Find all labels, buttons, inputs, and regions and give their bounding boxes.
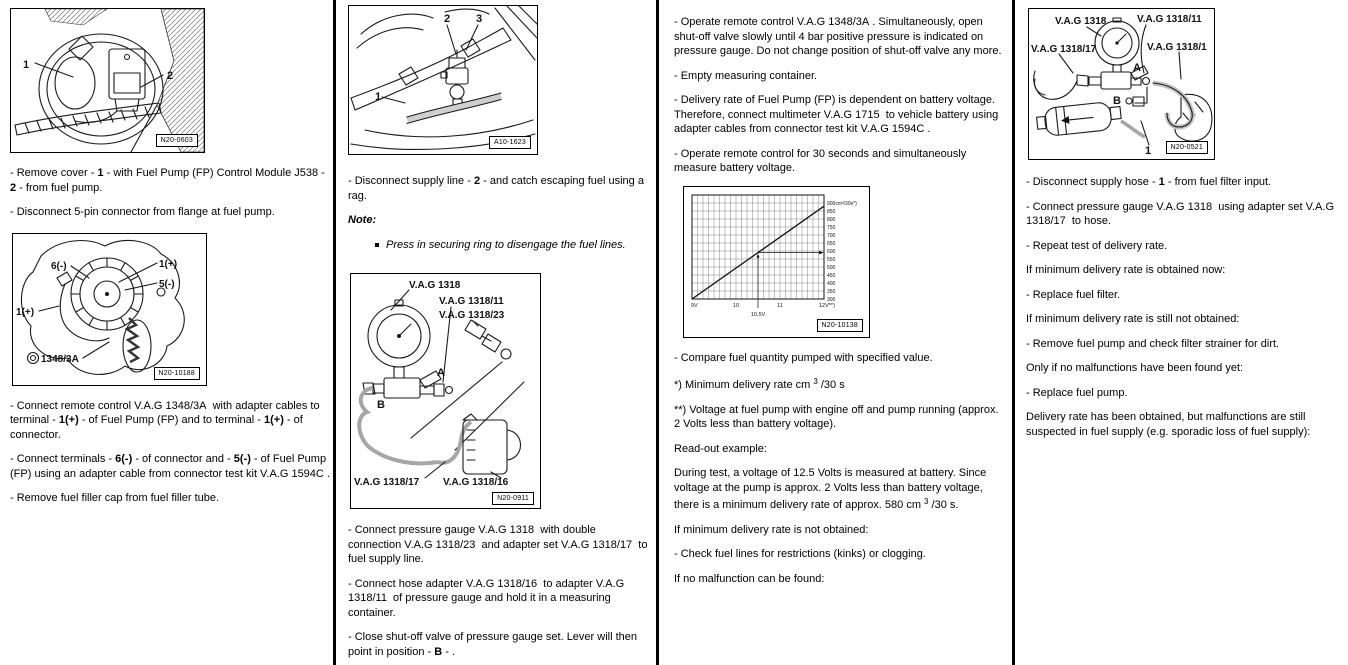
text-segment: - Delivery rate of Fuel Pump (FP) is dependent on battery voltage. Therefore, connect multimeter V.A.G 1715 to vehicle battery using adapter cables from connector test kit V.A.G 1594C . (674, 94, 999, 135)
figure-id-label: N20-10138 (817, 319, 863, 332)
remote-control-hookup-illustration (13, 234, 206, 385)
instruction-step (10, 491, 330, 506)
annotation-label: 10,5V (750, 311, 766, 318)
text-segment: - of Fuel Pump (FP) and to terminal - (78, 414, 265, 426)
pressure-gauge (368, 300, 430, 378)
text-segment: - Disconnect 5-pin connector from flange at fuel pump. (10, 206, 275, 218)
text-segment: 3 (924, 497, 929, 506)
figure-id-label: N20-0521 (1166, 141, 1208, 154)
text-segment: - from fuel filter input. (1164, 176, 1272, 188)
condition-text (1026, 312, 1344, 327)
text-segment: If minimum delivery rate is still not obtained: (1026, 313, 1240, 325)
text-segment: 1(+) (264, 414, 284, 426)
instruction-step (674, 351, 1006, 366)
text-segment: *) Minimum delivery rate cm (674, 379, 814, 391)
text-segment: - . (442, 645, 456, 658)
position-a-label: A (437, 367, 445, 379)
text-segment: If minimum delivery rate is not obtained: (674, 523, 869, 536)
column-3 (674, 0, 1006, 596)
figure-id-label: N20-10188 (154, 367, 200, 380)
fuel-filter (1036, 101, 1145, 138)
fp-control-module (75, 49, 145, 123)
y-tick-label: 900cm³/30s*) (827, 200, 857, 207)
text-segment: - Remove fuel pump and check filter strainer for dirt. (1026, 337, 1280, 350)
instruction-step (10, 399, 330, 443)
pressure-gauge-setup-illustration (351, 274, 540, 508)
text-segment: - from fuel pump. (16, 181, 103, 194)
securing-strap (15, 103, 161, 135)
instruction-step (10, 205, 330, 220)
instruction-step (1026, 337, 1344, 352)
text-segment: - of connector and - (132, 453, 234, 465)
instruction-step (348, 523, 648, 567)
body-hatching (45, 9, 204, 152)
text-segment: **) Voltage at fuel pump with engine off and pump running (approx. 2 Volts less than battery voltage). (674, 403, 999, 430)
condition-text (674, 523, 1006, 538)
tool-gauge-label: V.A.G 1318 (409, 280, 461, 291)
y-tick-label: 700 (827, 232, 836, 239)
figure-pressure-gauge-setup (350, 273, 541, 509)
callout-6-minus-label: 6(-) (51, 260, 67, 272)
text-segment: - Disconnect supply line - (348, 175, 474, 187)
text-segment: - Replace fuel filter. (1026, 288, 1121, 301)
callout-2-label: 2 (444, 13, 451, 25)
callout-2-label: 2 (167, 70, 174, 82)
note-bullet-text (386, 238, 626, 253)
figure-fuel-pump-cover (10, 8, 205, 153)
annotation-up-arrow (757, 253, 760, 257)
column-divider (333, 0, 336, 665)
text-segment: - Repeat test of delivery rate. (1026, 239, 1168, 252)
left-hose (1034, 71, 1077, 99)
condition-text (674, 572, 1006, 587)
instruction-step (348, 577, 648, 621)
text-segment: 1(+) (58, 414, 79, 426)
instruction-step (348, 174, 648, 203)
text-segment: 1 (1158, 176, 1165, 188)
instruction-step (10, 166, 330, 195)
text-segment: - Disconnect supply hose - (1026, 176, 1159, 188)
x-tick-label: 9V (691, 302, 698, 309)
note-bullet-item (375, 238, 648, 253)
column-divider (656, 0, 659, 665)
figure-id-label: A10-1623 (489, 136, 531, 149)
y-tick-label: 600 (827, 248, 836, 255)
tool-gauge-label: V.A.G 1318 (1055, 16, 1107, 27)
callout-5-minus-label: 5(-) (159, 278, 175, 290)
text-segment: - Empty measuring container. (674, 69, 818, 82)
tool-1-label: V.A.G 1318/1 (1147, 42, 1207, 53)
figure-fuel-filter-gauge (1028, 8, 1215, 160)
column-divider (1012, 0, 1015, 665)
bullet-square-icon (375, 243, 379, 247)
delivery-rate-chart-svg (684, 187, 869, 337)
text-segment: Only if no malfunctions have been found yet: (1026, 362, 1244, 374)
coiled-remote-cable (123, 318, 151, 372)
instruction-step (674, 147, 1006, 176)
text-segment: - Replace fuel pump. (1026, 386, 1128, 399)
text-segment: - Operate remote control for 30 seconds and simultaneously measure battery voltage. (674, 147, 967, 174)
tool-11-label: V.A.G 1318/11 (1137, 14, 1202, 25)
text-segment: Press in securing ring to disengage the fuel lines. (386, 238, 626, 251)
y-tick-label: 350 (827, 288, 836, 295)
footnote-voltage (674, 403, 1006, 432)
instruction-step (1026, 200, 1344, 229)
tool-17-label: V.A.G 1318/17 (354, 477, 420, 488)
right-hose (1126, 83, 1192, 127)
figure-remote-control-hookup (12, 233, 207, 386)
text-segment: 5(-) (233, 453, 251, 465)
y-tick-label: 400 (827, 280, 836, 287)
text-segment: /30 s. (928, 499, 959, 511)
text-segment: - Close shut-off valve of pressure gauge set. Lever will then point in position - (348, 631, 638, 658)
condition-text (1026, 410, 1344, 439)
text-segment: - with Fuel Pump (FP) Control Module J538 - (103, 167, 325, 179)
position-a-label: A (1133, 62, 1141, 74)
tool-11-label: V.A.G 1318/11 (439, 296, 504, 307)
text-segment: 1 (97, 167, 104, 179)
text-segment: - Operate remote control V.A.G 1348/3A . Simultaneously, open shut-off valve slowly until 4 bar positive pressure is indicated on pressure gauge. Do not change position of shut-off valve any more. (674, 16, 1002, 57)
y-tick-label: 550 (827, 256, 836, 263)
callout-3-label: 3 (476, 13, 483, 25)
double-connection-adapters (465, 320, 511, 359)
text-segment: Note: (348, 214, 377, 226)
position-b-label: B (377, 399, 385, 411)
y-tick-label: 300 (827, 296, 836, 303)
instruction-step (348, 630, 648, 659)
tool-17-label: V.A.G 1318/17 (1031, 44, 1097, 55)
text-segment: During test, a voltage of 12.5 Volts is measured at battery. Since voltage at the pump is approx. 2 Volts less than battery voltage, there is a minimum delivery rate of approx. 580 cm (674, 467, 987, 511)
annotation-right-arrow (819, 250, 824, 254)
text-segment: If minimum delivery rate is obtained now: (1026, 264, 1226, 276)
text-segment: - and catch escaping fuel using a rag. (348, 175, 644, 202)
y-tick-label: 850 (827, 208, 836, 215)
footnote-min-delivery (674, 375, 1006, 393)
y-tick-label: 650 (827, 240, 836, 247)
callout-1-label: 1 (375, 91, 382, 103)
column-4 (1026, 0, 1344, 449)
y-tick-label: 800 (827, 216, 836, 223)
column-1 (10, 0, 330, 516)
callout-1-label: 1 (1145, 145, 1152, 157)
instruction-step (1026, 386, 1344, 401)
text-segment: - of connector. (10, 414, 303, 441)
callout-remote-label: 1348/3A (41, 353, 79, 365)
callout-leaders (375, 13, 482, 103)
y-tick-label: 450 (827, 272, 836, 279)
x-tick-label: 12V**) (819, 302, 835, 309)
y-tick-label: 500 (827, 264, 836, 271)
supply-line-illustration (349, 6, 537, 154)
text-segment: 2 (473, 175, 481, 187)
y-tick-label: 750 (827, 224, 836, 231)
figure-id-label: N20-0911 (492, 492, 534, 505)
text-segment: - Connect hose adapter V.A.G 1318/16 to adapter V.A.G 1318/11 of pressure gauge and hold it in a measuring container. (348, 577, 625, 619)
text-segment: If no malfunction can be found: (674, 572, 825, 585)
tool-23-label: V.A.G 1318/23 (439, 310, 505, 321)
instruction-step (1026, 175, 1344, 190)
instruction-step (10, 452, 330, 481)
text-segment: - Remove cover - (10, 167, 98, 179)
text-segment: - Connect terminals - (10, 453, 116, 465)
text-segment: 2 (10, 181, 17, 194)
callout-1-plus-left-label: 1(+) (16, 306, 35, 318)
callout-1-plus-right-label: 1(+) (159, 258, 178, 270)
text-segment: B (434, 645, 443, 658)
text-segment: /30 s (817, 379, 845, 391)
x-tick-label: 10 (732, 302, 740, 309)
fuel-filter-gauge-illustration (1029, 9, 1214, 159)
figure-id-label: N20-0603 (156, 134, 198, 147)
lower-hose (407, 93, 501, 124)
readout-example-text (674, 466, 1006, 513)
callout-leaders (16, 259, 177, 365)
text-segment: - Remove fuel filler cap from fuel filler tube. (10, 492, 220, 504)
text-segment: - Check fuel lines for restrictions (kinks) or clogging. (674, 548, 926, 560)
callout-1-label: 1 (23, 59, 30, 71)
text-segment: - Connect remote control V.A.G 1348/3A with adapter cables to terminal - (10, 399, 320, 426)
pump-flange (71, 258, 143, 330)
text-segment: Delivery rate has been obtained, but malfunctions are still suspected in fuel supply (e.g. sporadic loss of fuel supply): (1026, 411, 1311, 438)
column-2 (348, 0, 648, 665)
instruction-step (674, 15, 1006, 59)
condition-text (1026, 263, 1344, 278)
text-segment: - of Fuel Pump (FP) using an adapter cable from connector test kit V.A.G 1594C . (10, 453, 330, 480)
instruction-step (674, 547, 1006, 562)
text-segment: - Compare fuel quantity pumped with specified value. (674, 351, 933, 364)
remote-control-icon (28, 352, 39, 363)
x-tick-label: 11 (777, 302, 783, 309)
instruction-step (1026, 288, 1344, 303)
figure-delivery-rate-chart (683, 186, 870, 338)
instruction-step (674, 93, 1006, 137)
text-segment: - Connect pressure gauge V.A.G 1318 with double connection V.A.G 1318/23 and adapter set V.A.G 1318/17 to fuel supply line. (348, 524, 648, 565)
text-segment: - Connect pressure gauge V.A.G 1318 using adapter set V.A.G 1318/17 to hose. (1026, 200, 1334, 227)
figure-supply-line (348, 5, 538, 155)
fuel-pump-cover-illustration (11, 9, 204, 152)
text-segment: 3 (813, 377, 818, 386)
note-label (348, 213, 648, 228)
instruction-step (1026, 239, 1344, 254)
tool-16-label: V.A.G 1318/16 (443, 477, 509, 488)
instruction-step (674, 69, 1006, 84)
position-b-label: B (1113, 95, 1121, 107)
condition-text (1026, 361, 1344, 376)
text-segment: Read-out example: (674, 442, 767, 455)
text-segment: 6(-) (115, 453, 133, 465)
readout-example-heading (674, 442, 1006, 457)
